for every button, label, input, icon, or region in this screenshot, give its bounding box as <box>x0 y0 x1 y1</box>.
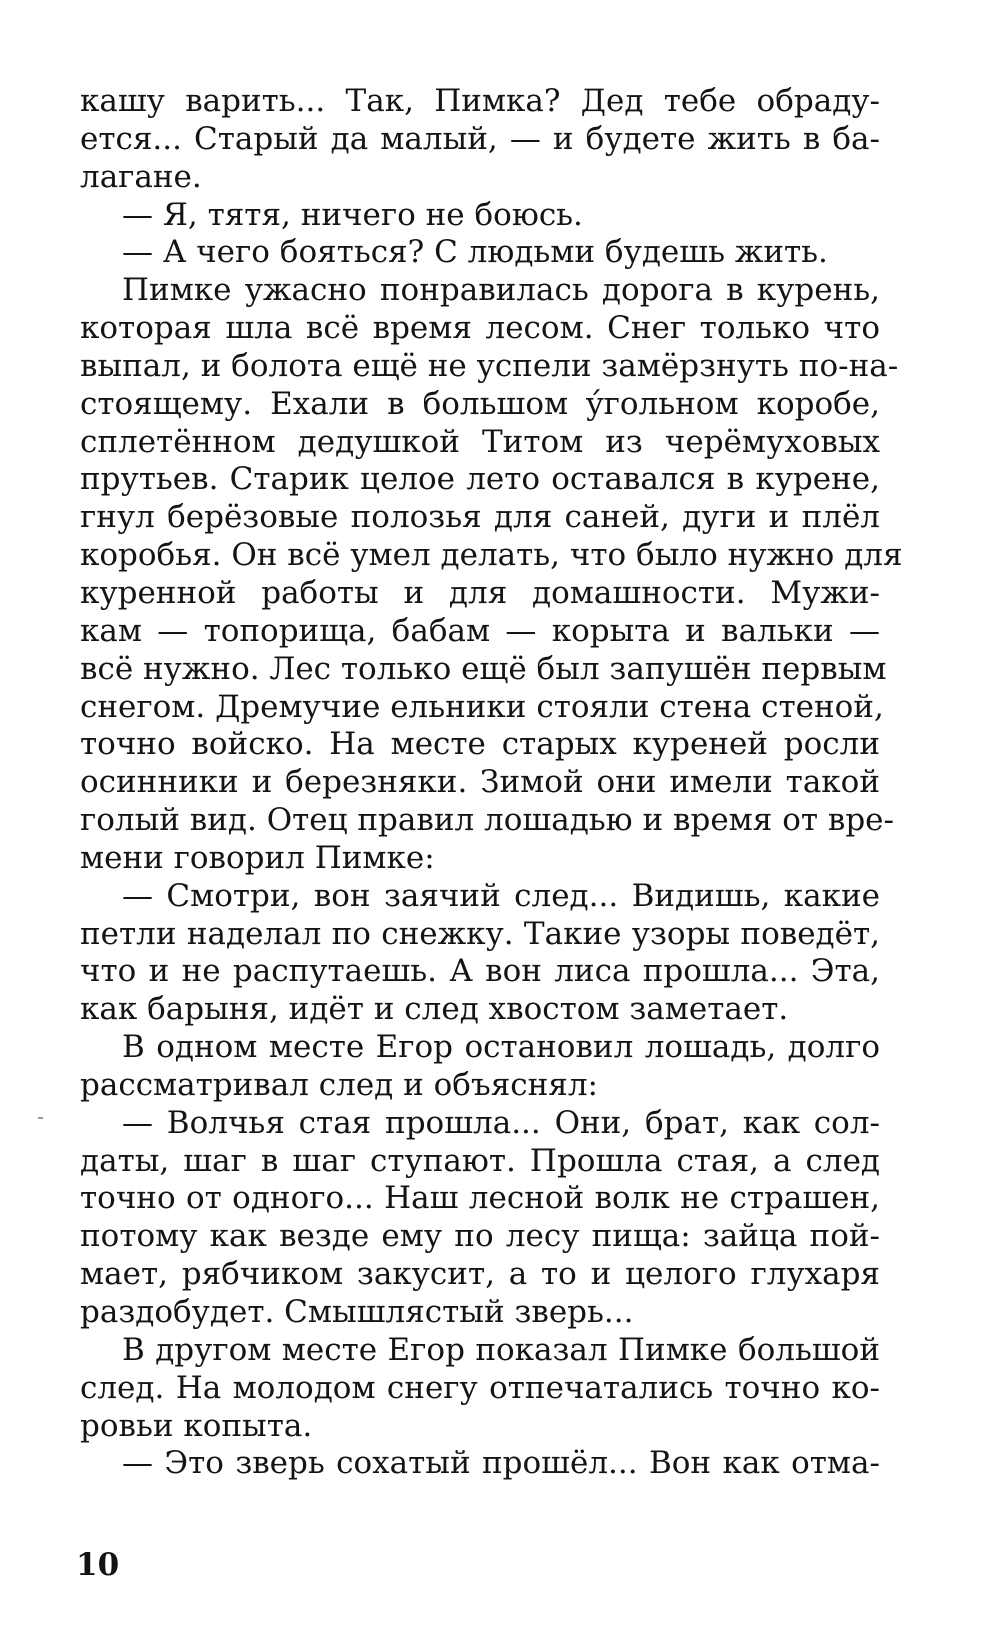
text-line: голый вид. Отец правил лошадью и время от вре- <box>80 802 894 839</box>
text-line: след. На молодом снегу отпечатались точно ко- <box>80 1369 880 1406</box>
text-line: лагане. <box>80 158 202 195</box>
page-number: 10 <box>76 1547 120 1583</box>
text-line: — Волчья стая прошла... Они, брат, как сол- <box>122 1104 880 1141</box>
text-line: что и не распутаешь. А вон лиса прошла... Эта, <box>80 953 880 990</box>
text-line: снегом. Дремучие ельники стояли стена стеной, <box>80 688 884 725</box>
text-line: — А чего бояться? С людьми будешь жить. <box>122 234 828 271</box>
text-line: ровьи копыта. <box>80 1407 313 1444</box>
text-line: В другом месте Егор показал Пимке большой <box>122 1331 880 1368</box>
text-line: прутьев. Старик целое лето оставался в курене, <box>80 461 880 498</box>
text-line: сплетённом дедушкой Титом из черёмуховых <box>80 423 880 460</box>
text-line: потому как везде ему по лесу пища: зайца пой- <box>80 1218 880 1255</box>
text-line: даты, шаг в шаг ступают. Прошла стая, а след <box>80 1142 880 1179</box>
text-line: выпал, и болота ещё не успели замёрзнуть по-на- <box>80 347 899 384</box>
text-line: точно войско. На месте старых куреней росли <box>80 726 880 763</box>
text-line: коробья. Он всё умел делать, что было нужно для <box>80 537 903 574</box>
text-line: гнул берёзовые полозья для саней, дуги и плёл <box>80 499 880 536</box>
text-line: кашу варить... Так, Пимка? Дед тебе обраду- <box>80 83 880 119</box>
text-line: рассматривал след и объяснял: <box>80 1066 598 1103</box>
text-line: петли наделал по снежку. Такие узоры поведёт, <box>80 915 880 952</box>
text-line: раздобудет. Смышлястый зверь... <box>80 1294 634 1330</box>
text-line: кам — топорища, бабам — корыта и вальки — <box>80 612 880 649</box>
text-line: — Смотри, вон заячий след... Видишь, какие <box>122 877 880 914</box>
text-line: ется... Старый да малый, — и будете жить в ба- <box>80 120 880 157</box>
text-line: всё нужно. Лес только ещё был запушён первым <box>80 650 887 687</box>
text-line: В одном месте Егор остановил лошадь, долго <box>122 1029 880 1066</box>
text-line: как барыня, идёт и след хвостом заметает. <box>80 991 789 1028</box>
text-line: куренной работы и для домашности. Мужи- <box>80 574 880 611</box>
page-body-text <box>80 83 903 1483</box>
text-line: осинники и березняки. Зимой они имели такой <box>80 764 880 801</box>
text-line: мени говорил Пимке: <box>80 839 435 876</box>
margin-mark <box>38 1117 43 1119</box>
text-line: точно от одного... Наш лесной волк не страшен, <box>80 1180 880 1217</box>
text-line: — Это зверь сохатый прошёл... Вон как отма- <box>122 1445 880 1482</box>
text-line: Пимке ужасно понравилась дорога в курень, <box>122 272 880 309</box>
text-line: мает, рябчиком закусит, а то и целого глухаря <box>80 1256 880 1293</box>
text-line: которая шла всё время лесом. Снег только что <box>80 310 880 347</box>
text-line: стоящему. Ехали в большом ýгольном коробе, <box>80 385 880 422</box>
text-line: — Я, тятя, ничего не боюсь. <box>122 196 583 233</box>
